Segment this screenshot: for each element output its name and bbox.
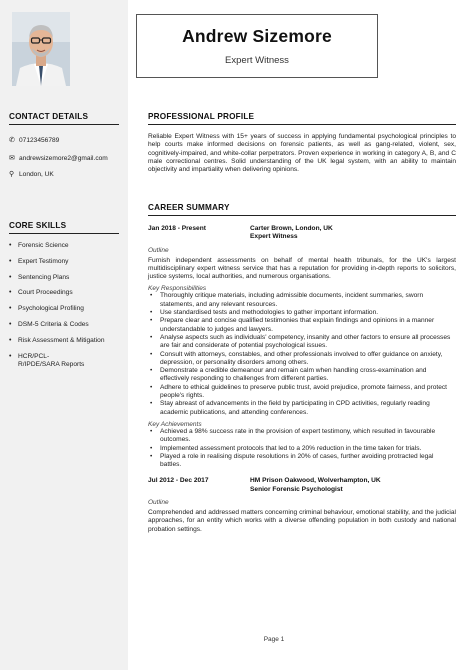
outline-label: Outline <box>148 246 169 254</box>
job-employer: Carter Brown, London, UK <box>250 225 333 232</box>
skill-item: • Court Proceedings <box>9 289 73 297</box>
skill-item: • DSM-5 Criteria & Codes <box>9 320 89 328</box>
bullet-icon: • <box>9 273 12 281</box>
bullet-icon: • <box>9 289 12 297</box>
job-dates: Jul 2012 - Dec 2017 <box>148 477 209 485</box>
job-entry <box>148 477 456 533</box>
phone-text: 07123456789 <box>19 137 60 144</box>
bullet-icon: • <box>9 305 12 313</box>
contact-heading: CONTACT DETAILS <box>9 112 119 125</box>
skill-item: • Expert Testimony <box>9 257 69 265</box>
job-header <box>148 477 456 494</box>
bullet-icon: • <box>150 333 153 341</box>
responsibility-item: • Thoroughly critique materials, including admissible documents, incident summaries, sworn statements, and any relevant resources. <box>150 292 424 308</box>
bullet-icon: • <box>150 317 153 325</box>
bullet-icon: • <box>150 350 153 358</box>
candidate-title: Expert Witness <box>225 55 289 66</box>
responsibility-item: • Demonstrate a credible demeanour and remain calm when handling cross-examination and effectively responding to challenges from different parties. <box>150 367 427 383</box>
bullet-icon: • <box>150 292 153 300</box>
job-employer: HM Prison Oakwood, Wolverhampton, UK <box>250 477 381 485</box>
bullet-icon: • <box>9 336 12 344</box>
job-role: Senior Forensic Psychologist <box>250 485 343 493</box>
bullet-icon: • <box>150 367 153 375</box>
bullet-icon: • <box>150 309 153 317</box>
location-text: London, UK <box>19 171 54 178</box>
skill-item: • HCR/PCL-R/IPDE/SARA Reports <box>9 352 85 369</box>
email-text: andrewsizemore2@gmail.com <box>19 155 108 162</box>
responsibilities-list <box>148 292 456 416</box>
skill-item: • Psychological Profiling <box>9 305 84 313</box>
name-header <box>136 14 378 78</box>
career-heading: CAREER SUMMARY <box>148 203 456 216</box>
envelope-icon: ✉ <box>9 155 15 162</box>
skill-item: • Risk Assessment & Mitigation <box>9 336 105 344</box>
job-header <box>148 225 456 242</box>
bullet-icon: • <box>9 320 12 328</box>
responsibility-item: • Use standardised tests and methodologies to gather important information. <box>150 309 379 317</box>
profile-text: Reliable Expert Witness with 15+ years of success in applying fundamental psychological principles to help courts make informed decisions on forensic patients, as well as gang-related, violent, sex, cognitively-impaired, and white-collar perpetrators. Proven experience in working in category A, B, and C male correctional centres. Solid understanding of the UK legal system, with an ability to maintain objectivity and impartiality when delivering opinions. <box>148 133 456 174</box>
skills-section <box>9 221 119 377</box>
achievement-item: • Implemented assessment protocols that led to a 20% reduction in the time taken for trials. <box>150 444 422 452</box>
achievements-list <box>148 428 456 469</box>
outline-label: Outline <box>148 499 169 507</box>
job-outline: Comprehended and addressed matters concerning criminal behaviour, emotional stability, and the judicial approaches, for an entity which works with a diverse offending population in both custody and national probation settings. <box>148 509 456 533</box>
candidate-name: Andrew Sizemore <box>182 26 332 46</box>
skills-heading: CORE SKILLS <box>9 221 119 234</box>
responsibility-item: • Stay abreast of advancements in the field by participating in CPD activities, regularly reading academic publications, and attending conferences. <box>150 400 430 416</box>
location-pin-icon: ⚲ <box>9 171 15 178</box>
bullet-icon: • <box>9 242 12 249</box>
responsibility-item: • Prepare clear and concise qualified testimonies that explain findings and opinions in a manner understandable to judges and lawyers. <box>150 317 435 333</box>
bullet-icon: • <box>150 400 153 408</box>
bullet-icon: • <box>150 383 153 391</box>
profile-heading: PROFESSIONAL PROFILE <box>148 112 456 125</box>
bullet-icon: • <box>150 452 153 460</box>
sidebar <box>0 0 128 670</box>
career-section <box>148 203 456 534</box>
contact-section <box>9 112 119 179</box>
contact-phone[interactable] <box>9 136 119 145</box>
phone-icon: ✆ <box>9 137 15 144</box>
achievement-item: • Played a role in realising dispute resolutions in 20% of cases, further avoiding protracted legal battles. <box>150 452 434 469</box>
profile-section <box>148 112 456 174</box>
achievement-item: • Achieved a 98% success rate in the provision of expert testimony, which resulted in favourable outcomes. <box>150 427 436 444</box>
contact-location <box>9 170 119 179</box>
responsibility-item: • Adhere to ethical guidelines to preserve public trust, avoid prejudice, promote fairness, and protect people's rights. <box>150 383 447 400</box>
skill-item: • Sentencing Plans <box>9 273 70 281</box>
bullet-icon: • <box>150 427 153 435</box>
job-role: Expert Witness <box>250 233 298 241</box>
achievements-label: Key Achievements <box>148 420 202 428</box>
skill-item: • Forensic Science <box>9 242 69 249</box>
job-entry <box>148 225 456 469</box>
bullet-icon: • <box>150 444 153 452</box>
job-dates: Jan 2018 - Present <box>148 225 206 232</box>
job-employer-block <box>250 225 333 242</box>
job-outline: Furnish independent assessments on behalf of mental health tribunals, for the UK's largest multidisciplinary expert witness service that has a reputation for providing in-depth reports to solicitors, justice systems, local authorities, and numerous organisations. <box>148 256 456 281</box>
bullet-icon: • <box>9 257 12 265</box>
responsibilities-label: Key Responsibilities <box>148 285 207 293</box>
contact-email[interactable] <box>9 154 119 163</box>
page-footer <box>0 636 474 643</box>
job-employer-block <box>250 477 381 494</box>
page-number: Page 1 <box>263 636 285 643</box>
bullet-icon: • <box>9 352 12 360</box>
profile-photo <box>12 12 70 86</box>
responsibility-item: • Analyse aspects such as individuals' competency, insanity and other factors to ensure all processes are fair and considerate of potential psychological issues. <box>150 333 451 350</box>
responsibility-item: • Consult with attorneys, constables, and other professionals involved to offer guidance on anxiety, depression, or personality disorders among others. <box>150 350 443 366</box>
skills-list <box>9 242 119 370</box>
